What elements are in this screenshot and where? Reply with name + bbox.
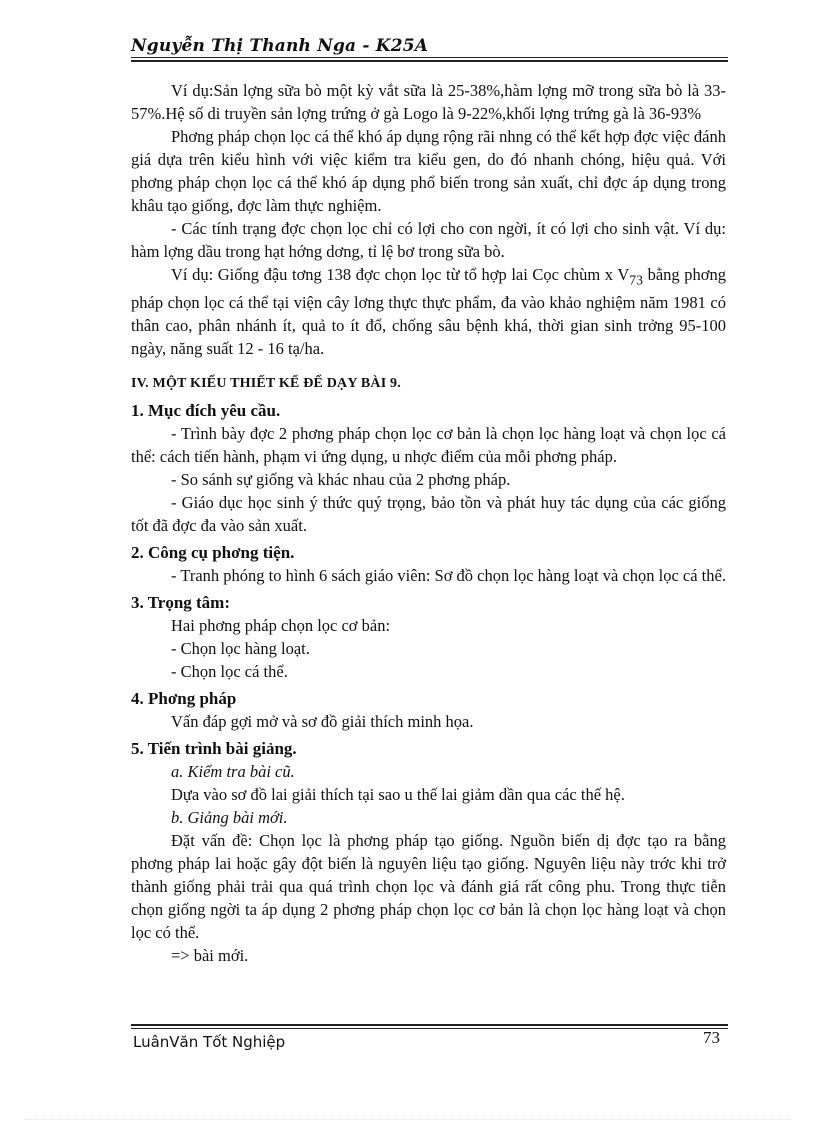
heading-lesson-process: 5. Tiến trình bài giảng. (131, 739, 297, 759)
paragraph-traits: - Các tính trạng đợc chọn lọc chỉ có lợi cho con ngời, ít có lợi cho sinh vật. Ví dụ: hàm lợng dầu trong hạt hớng dơng, tỉ lệ bơ trong sữa bò. (131, 219, 726, 261)
bottom-dotted-line (24, 1119, 792, 1120)
objective-item: - Giáo dục học sinh ý thức quý trọng, bảo tồn và phát huy tác dụng của các giống tốt đã đợc đa vào sản xuất. (131, 493, 726, 536)
header-rule (131, 57, 728, 62)
paragraph-soybean-example (131, 263, 726, 360)
focus-line: Hai phơng pháp chọn lọc cơ bản: (171, 616, 391, 636)
review-text: Dựa vào sơ đồ lai giải thích tại sao u thế lai giảm dần qua các thế hệ. (171, 785, 625, 805)
objective-item: - Trình bày đợc 2 phơng pháp chọn lọc cơ bản là chọn lọc hàng loạt và chọn lọc cá thể: cách tiến hành, phạm vi ứng dụng, u nhợc điểm của mỗi phơng pháp. (131, 424, 726, 467)
soybean-text-start: Ví dụ: Giống đậu tơng 138 đợc chọn lọc từ tổ hợp lai Cọc chùm x V (171, 265, 630, 284)
subheading-new-lesson: b. Giảng bài mới. (171, 808, 288, 828)
paragraph-example-milk: Ví dụ:Sản lợng sữa bò một kỳ vắt sữa là 25-38%,hàm lợng mỡ trong sữa bò là 33-57%.Hệ số di truyền sản lợng trứng ở gà Logo là 9-22%,khối lợng trứng gà là 36-93% (131, 81, 726, 123)
running-header: Nguyễn Thị Thanh Nga - K25A (131, 36, 429, 56)
focus-line: - Chọn lọc cá thể. (171, 662, 288, 682)
heading-objectives: 1. Mục đích yêu cầu. (131, 401, 281, 421)
footer-rule (131, 1024, 728, 1029)
tools-text: - Tranh phóng to hình 6 sách giáo viên: Sơ đồ chọn lọc hàng loạt và chọn lọc cá thể. (171, 566, 726, 586)
page-body (131, 79, 726, 967)
heading-tools: 2. Công cụ phơng tiện. (131, 543, 295, 563)
heading-focus: 3. Trọng tâm: (131, 593, 231, 613)
variety-subscript: 73 (629, 272, 644, 288)
paragraph-individual-selection: Phơng pháp chọn lọc cá thể khó áp dụng rộng rãi nhng có thể kết hợp đợc việc đánh giá dựa trên kiểu hình với việc kiểm tra kiểu gen, do đó nhanh chóng, hiệu quả. Với phơng pháp chọn lọc cá thể khó áp dụng phổ biến trong sản xuất, chỉ đợc áp dụng trong khâu tạo giống, đợc làm thực nghiệm. (131, 127, 726, 215)
objective-item: - So sánh sự giống và khác nhau của 2 phơng pháp. (171, 470, 511, 490)
page-number: 73 (703, 1028, 720, 1047)
new-lesson-arrow: => bài mới. (171, 946, 249, 966)
heading-method: 4. Phơng pháp (131, 689, 237, 709)
soybean-text-end: bằng phơng pháp chọn lọc cá thể tại viện cây lơng thực thực phẩm, đa vào khảo nghiệm năm 1981 có thân cao, phân nhánh ít, quả to ít đổ, chống sâu bệnh khá, thời gian sinh trởng 95-100 ngày, năng suất 12 - 16 tạ/ha. (131, 265, 726, 359)
new-lesson-text: Đặt vấn đề: Chọn lọc là phơng pháp tạo giống. Nguồn biến dị đợc tạo ra bằng phơng pháp lai hoặc gây đột biến là nguyên liệu tạo giống. Nguyên liệu này trớc khi trở thành giống phải trải qua quá trình chọn lọc và đánh giá rất công phu. Trong thực tiễn chọn giống ngời ta áp dụng 2 phơng pháp chọn lọc cơ bản là chọn lọc hàng loạt và chọn lọc có thể. (131, 831, 726, 943)
method-text: Vấn đáp gợi mở và sơ đồ giải thích minh họa. (171, 712, 474, 732)
focus-line: - Chọn lọc hàng loạt. (171, 639, 310, 659)
running-footer: LuânVăn Tốt Nghiệp (133, 1033, 286, 1051)
section-heading-iv: IV. MỘT KIỂU THIẾT KẾ ĐỂ DẠY BÀI 9. (131, 376, 401, 392)
subheading-review: a. Kiểm tra bài cũ. (171, 762, 295, 782)
